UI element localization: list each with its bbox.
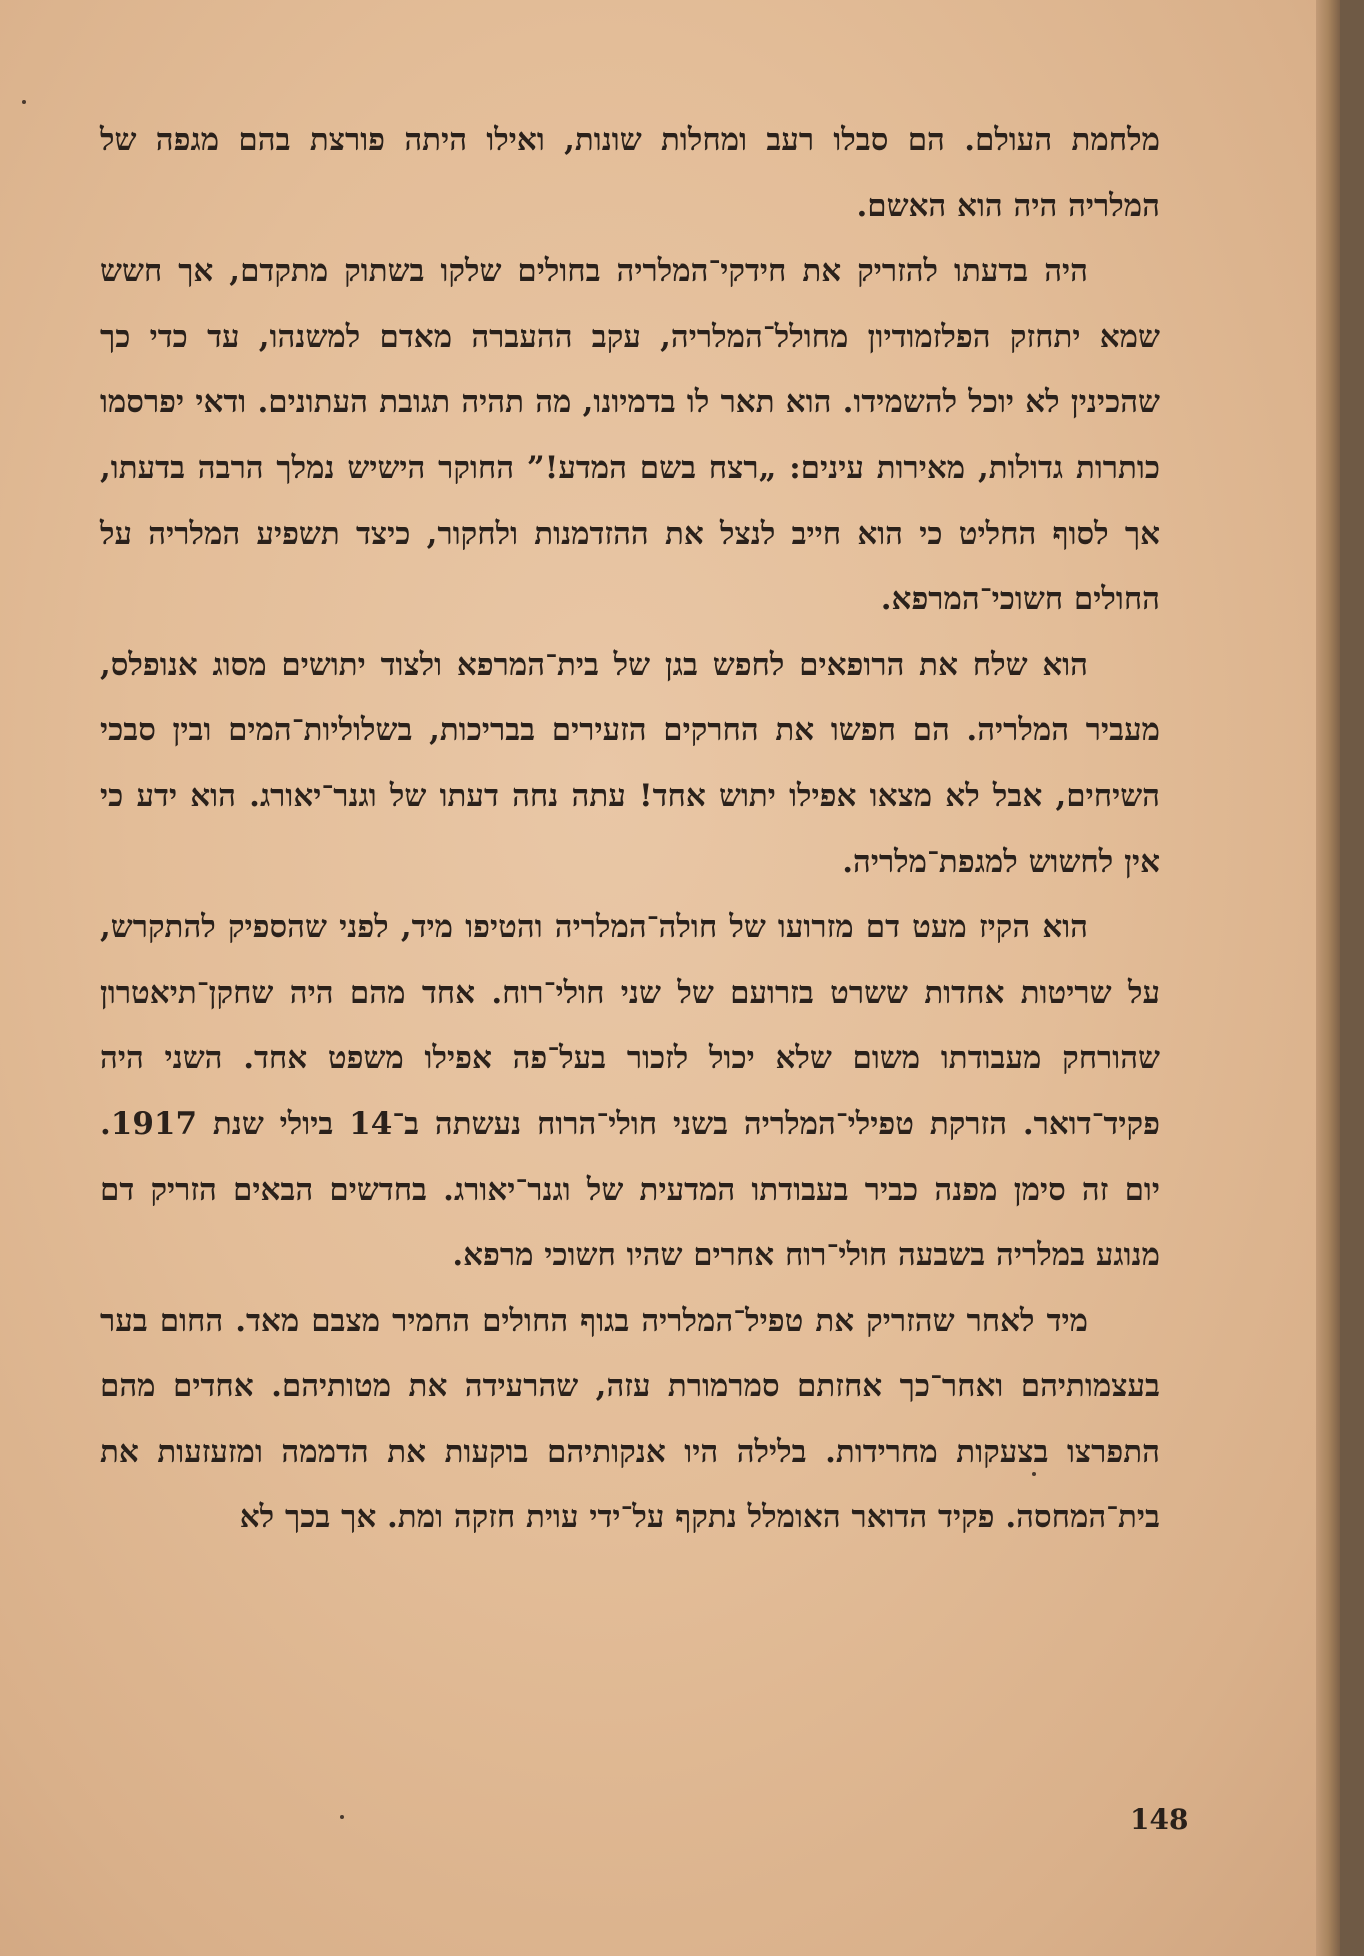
paragraph-2: היה בדעתו להזריק את חידקי־המלריה בחולים שלקו בשתוק מתקדם, אך חשש שמא יתחזק הפלזמודיון מחולל־המלריה, עקב ההעברה מאדם למשנהו, עד כדי כך שהכינין לא יוכל להשמידו. הוא תאר לו בדמיונו, מה תהיה תגובת העתונים. ודאי יפרסמו כותרות גדולות, מאירות עינים: „רצח בשם המדע!” החוקר הישיש נמלך הרבה בדעתו, אך לסוף החליט כי הוא חייב לנצל את ההזדמנות ולחקור, כיצד תשפיע המלריה על החולים חשוכי־המרפא. bbox=[100, 253, 1160, 618]
paragraph-3: הוא שלח את הרופאים לחפש בגן של בית־המרפא ולצוד יתושים מסוג אנופלס, מעביר המלריה. הם חפשו את החרקים הזעירים בבריכות, בשלוליות־המים ובין סבכי השיחים, אבל לא מצאו אפילו יתוש אחד! עתה נחה דעתו של וגנר־יאורג. הוא ידע כי אין לחשוש למגפת־מלריה. bbox=[100, 646, 1160, 880]
paper-speck bbox=[22, 100, 26, 104]
paragraph-1: מלחמת העולם. הם סבלו רעב ומחלות שונות, ואילו היתה פורצת בהם מגפה של המלריה היה הוא האשם. bbox=[100, 122, 1160, 224]
page-edge-shadow bbox=[1316, 0, 1340, 1956]
paragraph-5: מיד לאחר שהזריק את טפיל־המלריה בגוף החולים החמיר מצבם מאד. החום בער בעצמותיהם ואחר־כך אחזתם סמרמורת עזה, שהרעידה את מטותיהם. אחדים מהם התפרצו בצעקות מחרידות. בלילה היו אנקותיהם בוקעות את הדממה ומזעזעות את בית־המחסה. פקיד הדואר האומלל נתקף על־ידי עוית חזקה ומת. אך בכך לא bbox=[100, 1302, 1160, 1536]
page-number: 148 bbox=[1130, 1803, 1189, 1836]
paragraph-4: הוא הקיז מעט דם מזרועו של חולה־המלריה והטיפו מיד, לפני שהספיק להתקרש, על שריטות אחדות ששרט בזרועם של שני חולי־רוח. אחד מהם היה שחקן־תיאטרון שהורחק מעבודתו משום שלא יכול לזכור בעל־פה אפילו משפט אחד. השני היה פקיד־דואר. הזרקת טפילי־המלריה בשני חולי־הרוח נעשתה ב־14 ביולי שנת 1917. יום זה סימן מפנה כביר בעבודתו המדעית של וגנר־יאורג. בחדשים הבאים הזריק דם מנוגע במלריה בשבעה חולי־רוח אחרים שהיו חשוכי מרפא. bbox=[100, 909, 1160, 1274]
page-text bbox=[100, 108, 1160, 1551]
paper-speck bbox=[340, 1815, 344, 1819]
